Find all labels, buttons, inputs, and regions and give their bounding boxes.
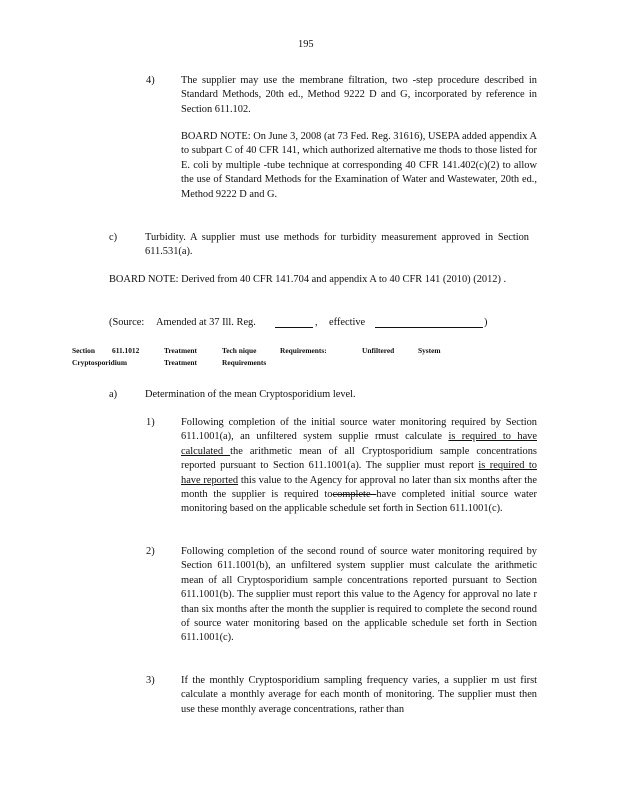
- item-a-text: Determination of the mean Cryptosporidium level.: [145, 389, 356, 400]
- heading-word: Cryptosporidium: [72, 358, 128, 367]
- item-c-number: c): [109, 232, 118, 243]
- text-run: Following completion of the initial source water monitoring required by Section 611.1001(a), an unfiltered system supplie rmust calculate: [181, 417, 537, 443]
- section-heading: [72, 346, 472, 370]
- deleted-text: complete: [332, 489, 377, 501]
- source-effective: effective: [329, 317, 366, 328]
- item-2-number: 2): [146, 546, 155, 557]
- item-3-text: If the monthly Cryptosporidium sampling frequency varies, a supplier m ust first calculate a monthly average for each month of monitoring. The supplier must then use these monthly average concentrations, rather than: [181, 675, 537, 715]
- source-amended: Amended at 37 Ill. Reg.: [156, 317, 256, 328]
- item-3-number: 3): [146, 675, 155, 686]
- heading-word: Tech nique: [222, 346, 257, 355]
- heading-word: Treatment: [164, 358, 197, 367]
- heading-word: Requirements:: [280, 346, 327, 355]
- text-run: have completed initial source water monitoring based on the applicable schedule set forth in Section 611.1001(c).: [181, 489, 537, 515]
- section-label: Section: [72, 346, 95, 355]
- text-run: this value to the Agency for approval no later than six months after the month the supplier is required to: [181, 474, 537, 501]
- page-number: 195: [298, 39, 314, 50]
- inserted-text: is required to have calculated: [181, 431, 537, 457]
- heading-word: Requirements: [222, 358, 267, 367]
- item-1-text: [181, 416, 537, 517]
- heading-word: System: [418, 346, 441, 355]
- effective-date-blank: [375, 327, 483, 328]
- register-blank: [275, 327, 313, 328]
- inserted-text: is required to have reported: [181, 460, 537, 486]
- item-c-text: Turbidity. A supplier must use methods for turbidity measurement approved in Section 611.531(a).: [145, 232, 529, 258]
- source-comma: ,: [315, 317, 318, 328]
- item-2-text: Following completion of the second round of source water monitoring required by Section 611.1001(b), an unfiltered system supplier must calculate the arithmetic mean of all Cryptosporidium sample concentrations reported pursuant to Section 611.1001(b). The supplier must report this value to the Agency for approval no late r than six months after the month the supplier is required to complete the second round of source water monitoring based on the applicable schedule set forth in Section 611.1001(c).: [181, 546, 537, 644]
- board-note-2: BOARD NOTE: Derived from 40 CFR 141.704 and appendix A to 40 CFR 141 (2010) (2012) .: [109, 274, 507, 285]
- item-1-number: 1): [146, 417, 155, 428]
- source-close: ): [484, 317, 488, 328]
- board-note-1: BOARD NOTE: On June 3, 2008 (at 73 Fed. Reg. 31616), USEPA added appendix A to subpart C of 40 CFR 141, which authorized alternative me thods to those listed for E. coli by multiple -tube technique at corresponding 40 CFR 141.402(c)(2) to allow the use of Standard Methods for the Examination of Water and Wastewater, 20th ed., Method 9222 D and G.: [181, 131, 537, 200]
- item-4-number: 4): [146, 75, 155, 86]
- source-note: [109, 316, 529, 332]
- item-a-number: a): [109, 389, 118, 400]
- source-label: (Source:: [109, 317, 145, 328]
- heading-word: Unfiltered: [362, 346, 395, 355]
- text-run: the arithmetic mean of all Cryptosporidium sample concentrations reported pursuant to Section 611.1001(a). The supplier must report: [181, 445, 537, 472]
- heading-word: Treatment: [164, 346, 197, 355]
- item-4-text: The supplier may use the membrane filtration, two -step procedure described in Standard Methods, 20th ed., Method 9222 D and G, incorporated by reference in Section 611.102.: [181, 75, 537, 115]
- section-number: 611.1012: [112, 346, 140, 355]
